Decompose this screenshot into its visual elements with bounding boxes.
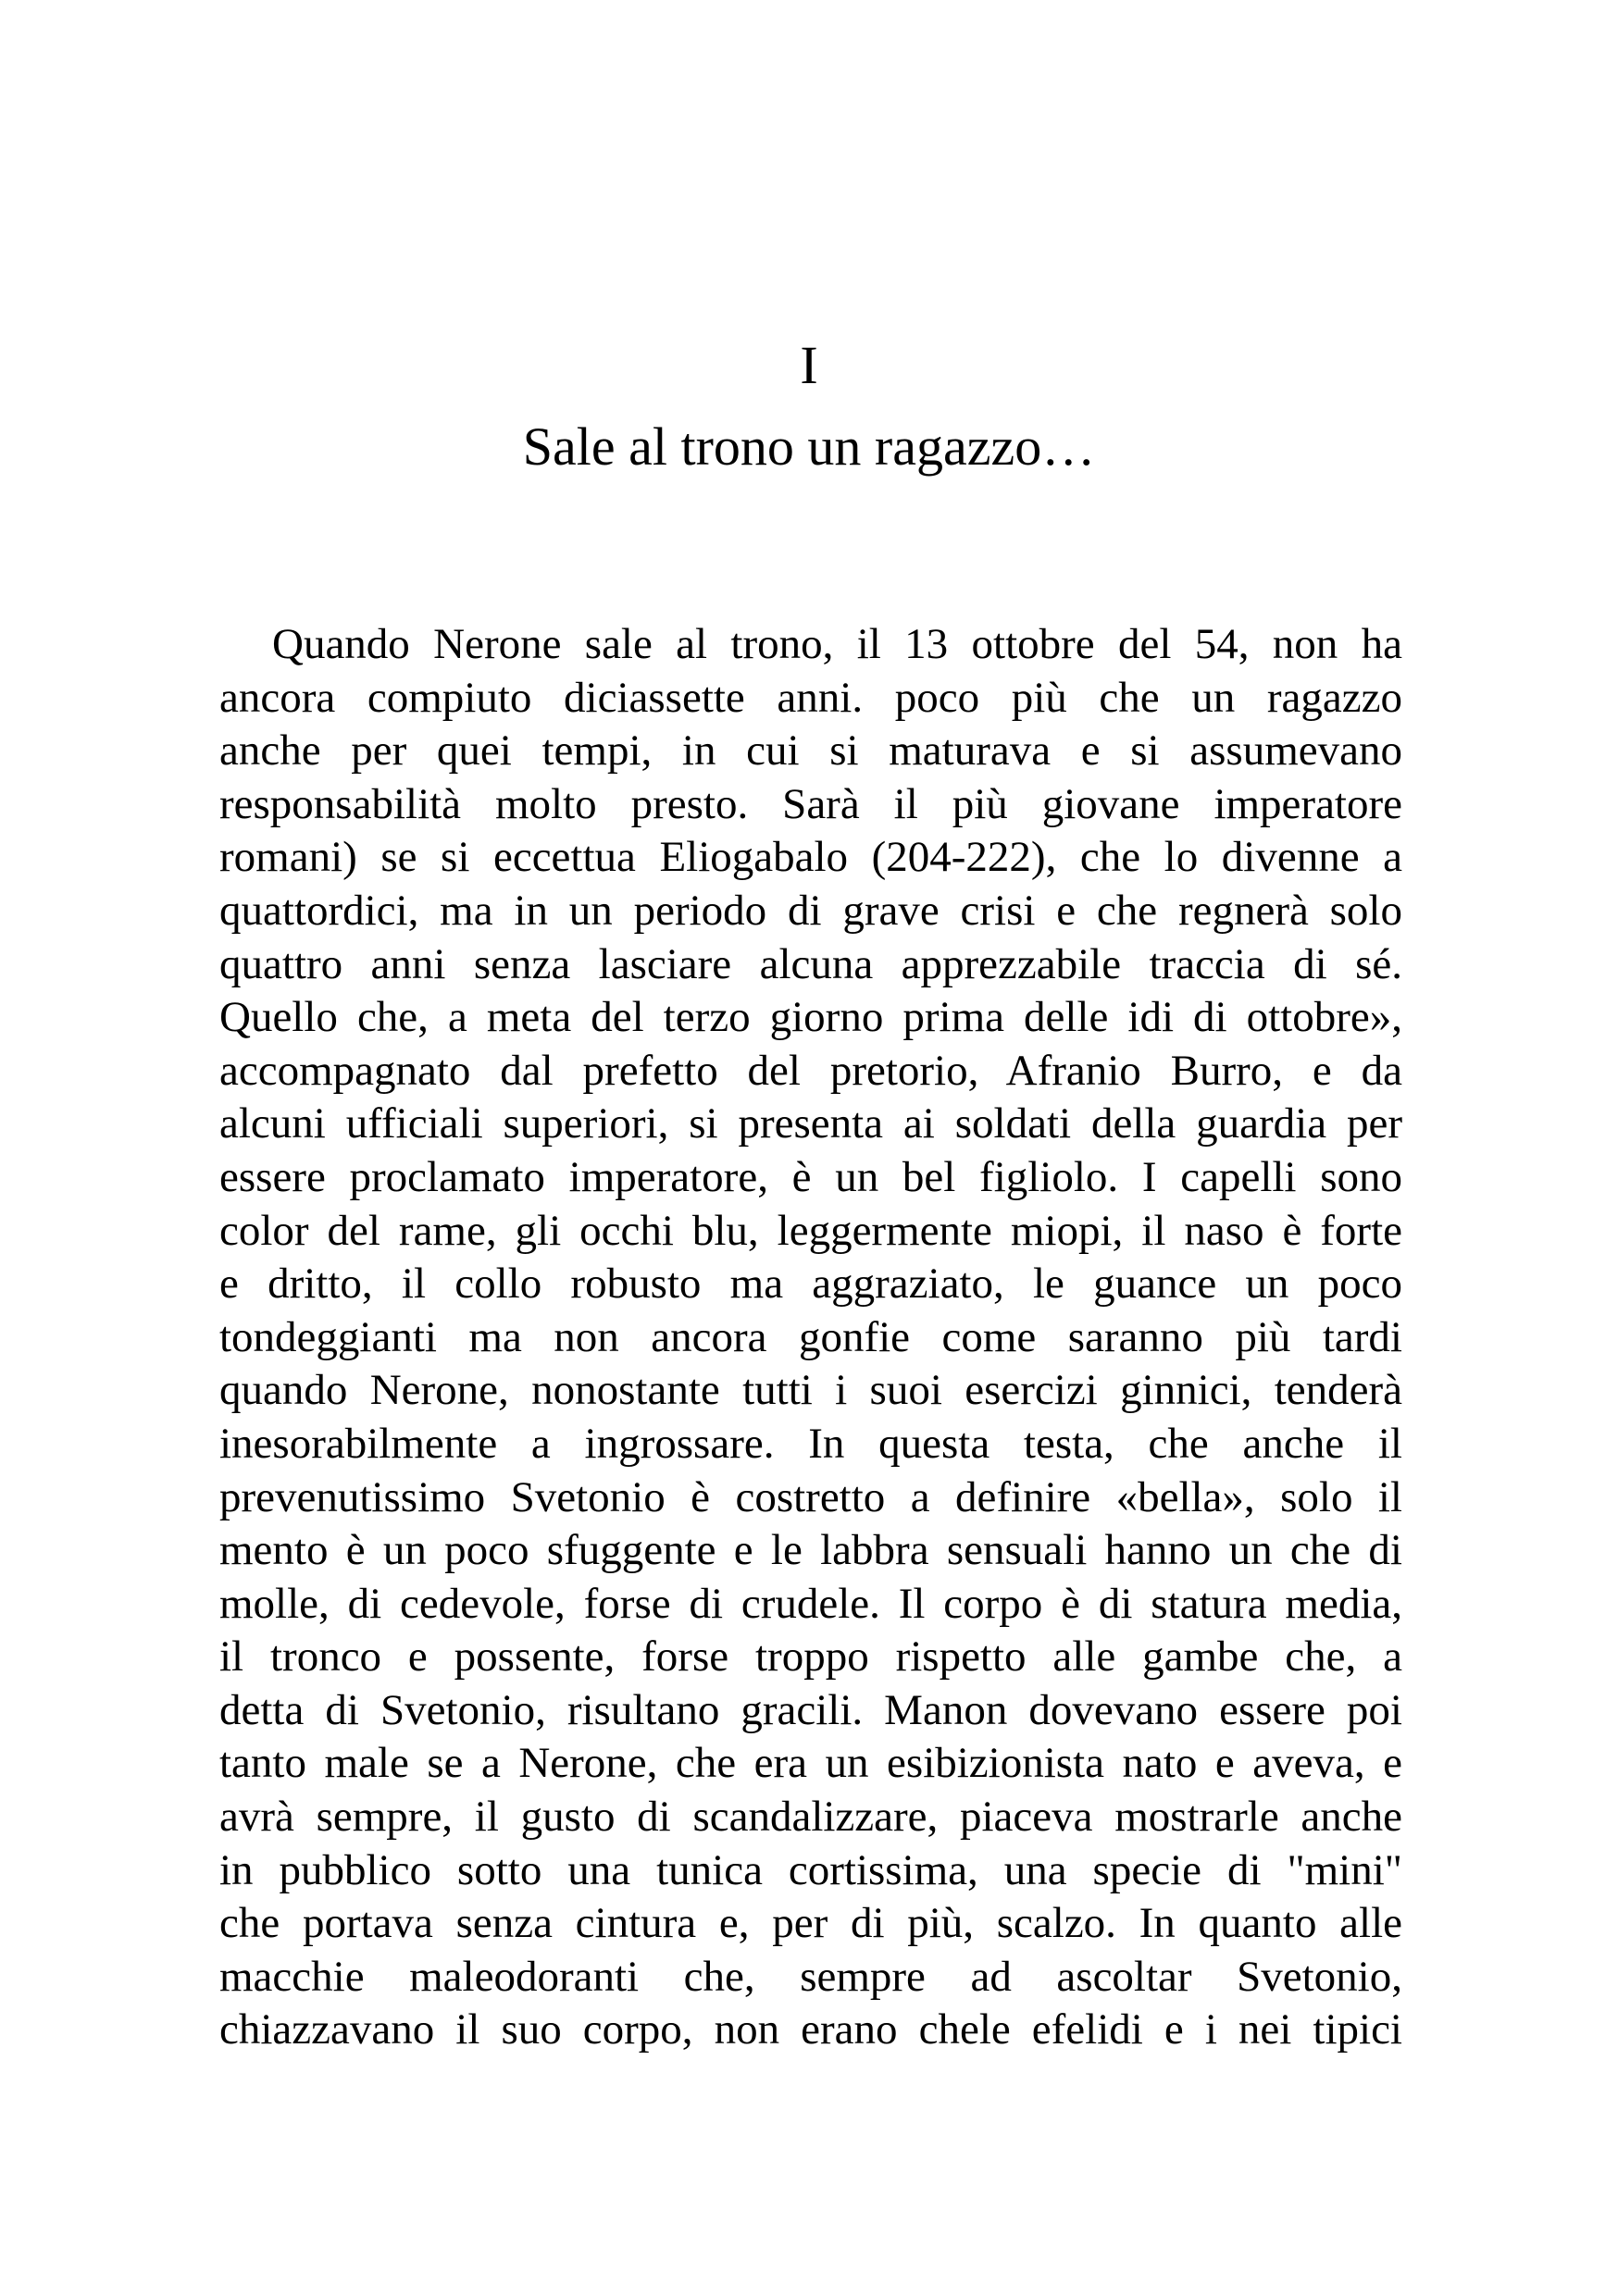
text-line: quattro anni senza lasciare alcuna apprezzabile traccia di sé. — [219, 939, 1402, 988]
text-line: mento è un poco sfuggente e le labbra sensuali hanno un che di — [219, 1526, 1402, 1575]
chapter-number: I — [800, 335, 818, 395]
text-line: ancora compiuto diciassette anni. poco più che un ragazzo — [219, 673, 1402, 722]
body-text — [219, 618, 1402, 2057]
text-line: chiazzavano il suo corpo, non erano chele efelidi e i nei tipici — [219, 2005, 1402, 2054]
chapter-title: Sale al trono un ragazzo… — [522, 416, 1096, 477]
text-line: romani) se si eccettua Eliogabalo (204-222), che lo divenne a — [219, 833, 1402, 882]
text-line: che portava senza cintura e, per di più, scalzo. In quanto alle — [219, 1899, 1402, 1948]
text-line: il tronco e possente, forse troppo rispetto alle gambe che, a — [219, 1632, 1402, 1682]
text-line: macchie maleodoranti che, sempre ad ascoltar Svetonio, — [219, 1952, 1402, 2001]
text-line: color del rame, gli occhi blu, leggermente miopi, il naso è forte — [219, 1206, 1402, 1255]
text-line: Quello che, a meta del terzo giorno prima delle idi di ottobre», — [219, 993, 1402, 1042]
text-line: Quando Nerone sale al trono, il 13 ottobre del 54, non ha — [272, 620, 1402, 668]
text-line: e dritto, il collo robusto ma aggraziato, le guance un poco — [219, 1260, 1402, 1309]
text-line: quattordici, ma in un periodo di grave crisi e che regnerà solo — [219, 886, 1402, 935]
text-line: tanto male se a Nerone, che era un esibizionista nato e aveva, e — [219, 1739, 1402, 1788]
text-line: anche per quei tempi, in cui si maturava e si assumevano — [219, 726, 1402, 776]
text-line: tondeggianti ma non ancora gonfie come saranno più tardi — [219, 1312, 1402, 1361]
text-line: quando Nerone, nonostante tutti i suoi esercizi ginnici, tenderà — [219, 1366, 1402, 1415]
text-line: in pubblico sotto una tunica cortissima, una specie di "mini" — [219, 1845, 1402, 1894]
text-line: inesorabilmente a ingrossare. In questa testa, che anche il — [219, 1419, 1402, 1468]
text-line: alcuni ufficiali superiori, si presenta ai soldati della guardia per — [219, 1099, 1402, 1148]
text-line: avrà sempre, il gusto di scandalizzare, piaceva mostrarle anche — [219, 1793, 1402, 1842]
text-line: responsabilità molto presto. Sarà il più giovane imperatore — [219, 779, 1402, 828]
text-line: molle, di cedevole, forse di crudele. Il corpo è di statura media, — [219, 1579, 1402, 1628]
text-line: detta di Svetonio, risultano gracili. Manon dovevano essere poi — [219, 1685, 1402, 1734]
text-line: prevenutissimo Svetonio è costretto a definire «bella», solo il — [219, 1472, 1402, 1521]
text-line: accompagnato dal prefetto del pretorio, Afranio Burro, e da — [219, 1046, 1402, 1095]
text-line: essere proclamato imperatore, è un bel figliolo. I capelli sono — [219, 1152, 1402, 1201]
